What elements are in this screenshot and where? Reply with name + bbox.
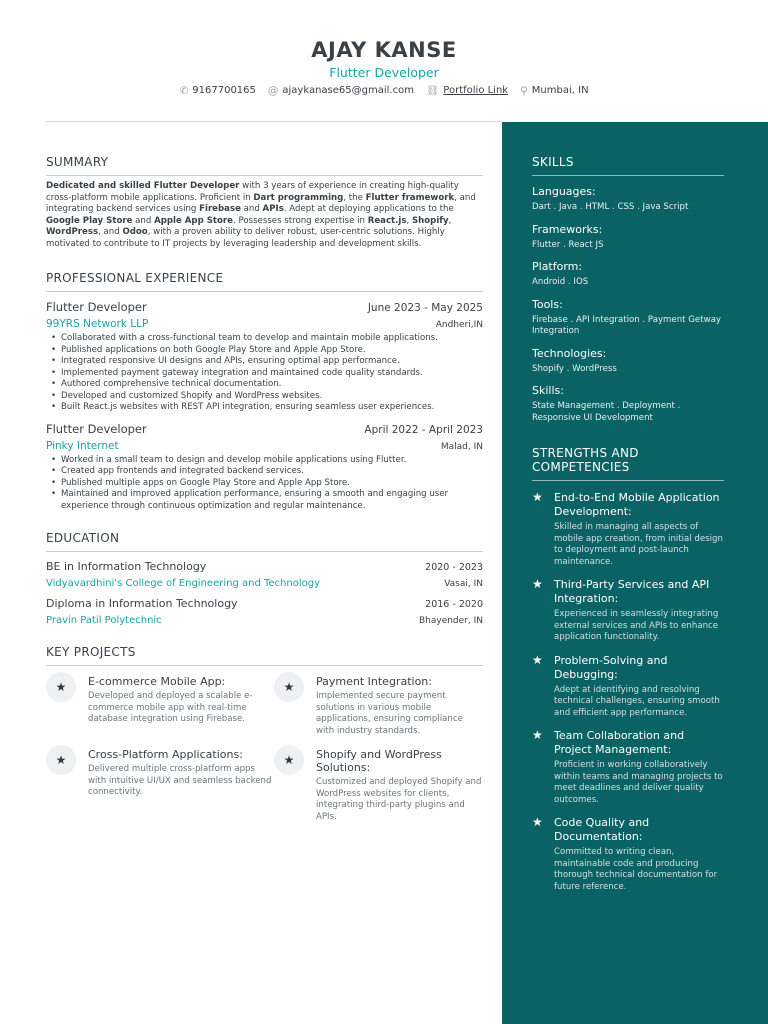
school-name: Vidyavardhini's College of Engineering and Technology: [46, 578, 320, 589]
job-title: Flutter Developer: [46, 300, 147, 314]
section-title-strengths: STRENGTHS AND COMPETENCIES: [532, 446, 724, 481]
strength-description: Experienced in seamlessly integrating external services and APIs to enhance application functionality.: [554, 609, 719, 642]
section-title-summary: SUMMARY: [46, 155, 483, 176]
summary-run: React.js: [367, 215, 407, 226]
skill-heading: Tools:: [532, 297, 563, 311]
job-company-row: [46, 440, 483, 452]
strength-item: [532, 816, 724, 893]
location-pin-icon: ⚲: [520, 84, 528, 97]
project-title: Shopify and WordPress Solutions:: [316, 748, 442, 774]
bullet-item: • Created app frontends and integrated backend services.: [46, 466, 483, 478]
education-entry: [46, 597, 483, 626]
bullet-item: • Published applications on both Google Play Store and Apple App Store.: [46, 345, 483, 357]
project-description: Developed and deployed a scalable e-commerce mobile app with real-time database integration using Firebase.: [88, 691, 253, 724]
candidate-name: AJAY KANSE: [311, 38, 457, 62]
project-item: [274, 745, 483, 823]
candidate-role: Flutter Developer: [329, 65, 439, 80]
job-location: Andheri,IN: [435, 320, 483, 330]
education-list: [46, 560, 483, 626]
resume-header: [0, 0, 768, 122]
strength-body: [554, 491, 724, 568]
skill-group: [532, 223, 724, 252]
summary-run: Firebase: [199, 204, 241, 214]
contact-email[interactable]: @ ajaykanase65@gmail.com: [267, 84, 414, 97]
summary-run: APIs: [262, 204, 284, 214]
skill-heading: Frameworks:: [532, 222, 603, 236]
section-title-skills: SKILLS: [532, 155, 724, 176]
education-entry: [46, 560, 483, 589]
summary-run: , with a proven ability to deliver robust, user-centric solutions. Highly motivated to contribute to IT projects by leveraging leadership and development skills.: [46, 227, 445, 249]
summary-run: , and integrating backend services using: [46, 192, 476, 214]
strength-item: [532, 578, 724, 644]
job-location: Malad, IN: [440, 441, 483, 452]
star-icon: ★: [532, 652, 543, 667]
strength-item: [532, 654, 724, 720]
project-body: [316, 672, 483, 737]
bullet-item: • Worked in a small team to design and develop mobile applications using Flutter.: [46, 455, 483, 467]
summary-run: , the: [343, 192, 366, 203]
education-dates: 2020 - 2023: [425, 562, 483, 573]
star-icon: ★: [532, 490, 543, 504]
skill-groups: [532, 185, 724, 424]
job-entry: [46, 422, 483, 513]
skill-values: Flutter . React JS: [532, 239, 604, 250]
bullet-item: • Authored comprehensive technical documentation.: [46, 379, 483, 391]
project-title: Payment Integration:: [316, 675, 432, 688]
star-icon: ★: [532, 577, 543, 591]
education-location: Vasai, IN: [444, 579, 483, 589]
summary-run: and: [240, 204, 263, 214]
star-icon: ★: [274, 672, 304, 702]
education-school-row: [46, 615, 483, 626]
project-description: Delivered multiple cross-platform apps with intuitive UI/UX and seamless backend connectivity.: [88, 764, 272, 797]
project-body: [88, 672, 274, 726]
job-list: [46, 300, 483, 512]
sidebar-content: [532, 122, 724, 893]
skill-heading: Platform:: [532, 260, 583, 273]
degree: Diploma in Information Technology: [46, 597, 238, 610]
skill-heading: Technologies:: [532, 346, 607, 360]
summary-run: Odoo: [122, 227, 148, 237]
bullet-item: • Built React.js websites with REST API integration, ensuring seamless user experiences.: [46, 402, 483, 414]
section-title-education: EDUCATION: [46, 531, 483, 552]
skill-values: Shopify . WordPress: [532, 363, 617, 374]
contact-phone: ✆ 9167700165: [179, 84, 256, 97]
skill-values: Firebase . API Integration . Payment Getway Integration: [532, 314, 721, 336]
strength-body: [554, 578, 724, 644]
education-location: Bhayender, IN: [418, 616, 483, 626]
strength-title: Third-Party Services and API Integration:: [554, 578, 710, 605]
strength-body: [554, 816, 724, 893]
project-body: [316, 745, 483, 823]
strength-list: [532, 491, 724, 893]
strengths-section: [532, 446, 724, 893]
skill-group: [532, 185, 724, 214]
strength-description: Skilled in managing all aspects of mobile app creation, from initial design to deployment and post-launch maintenance.: [554, 522, 723, 567]
skill-group: [532, 260, 724, 289]
strength-title: Code Quality and Documentation:: [554, 816, 650, 843]
summary-run: ,: [448, 215, 452, 226]
section-title-experience: PROFESSIONAL EXPERIENCE: [46, 271, 483, 292]
star-icon: ★: [46, 745, 76, 775]
skill-values: State Management . Deployment . Responsive UI Development: [532, 401, 681, 423]
strength-description: Proficient in working collaboratively within teams and managing projects to meet deadlines and deliver quality outcomes.: [554, 760, 723, 805]
bullet-item: • Maintained and improved application performance, ensuring a smooth and engaging user experience through continuous optimization and regular maintenance.: [46, 489, 483, 512]
strength-description: Committed to writing clean, maintainable code and producing thorough technical documentation for future reference.: [554, 847, 718, 892]
bullet-item: • Implemented payment gateway integration and maintained code quality standards.: [46, 368, 483, 380]
skill-heading: Skills:: [532, 384, 564, 397]
summary-run: . Adept at deploying applications to the: [283, 204, 454, 214]
portfolio-link[interactable]: Portfolio Link: [443, 85, 509, 96]
job-header-row: [46, 422, 483, 436]
projects-section: [46, 645, 483, 823]
summary-run: with 3 years of experience in creating high-quality cross-platform mobile applications. Proficient in: [46, 181, 459, 203]
summary-section: [46, 155, 483, 250]
project-grid: [46, 672, 483, 823]
summary-run: Apple App Store: [154, 215, 233, 226]
summary-run: ,: [406, 215, 412, 226]
phone-icon: ✆: [179, 84, 189, 97]
bullet-item: • Collaborated with a cross-functional team to develop and maintain mobile applications.: [46, 333, 483, 345]
skill-values: Android . IOS: [532, 277, 589, 287]
strength-title: Team Collaboration and Project Management:: [554, 729, 685, 756]
job-header-row: [46, 300, 483, 314]
contact-location: ⚲ Mumbai, IN: [520, 84, 589, 97]
bullet-item: • Developed and customized Shopify and WordPress websites.: [46, 391, 483, 403]
job-bullets: [46, 455, 483, 513]
section-title-projects: KEY PROJECTS: [46, 645, 483, 666]
education-header-row: [46, 597, 483, 610]
experience-section: [46, 271, 483, 512]
skills-section: [532, 155, 724, 424]
skill-group: [532, 347, 724, 376]
skill-group: [532, 298, 724, 338]
job-bullets: [46, 333, 483, 414]
degree: BE in Information Technology: [46, 560, 207, 573]
summary-run: . Possesses strong expertise in: [233, 215, 368, 226]
star-icon: ★: [274, 745, 304, 775]
strength-item: [532, 491, 724, 568]
contact-bar: [0, 84, 768, 97]
project-body: [88, 745, 274, 799]
education-header-row: [46, 560, 483, 573]
project-description: Implemented secure payment solutions in various mobile applications, ensuring compliance with industry standards.: [316, 691, 463, 736]
education-school-row: [46, 578, 483, 589]
skill-heading: Languages:: [532, 185, 596, 198]
strength-title: End-to-End Mobile Application Development:: [554, 491, 720, 518]
company-name: 99YRS Network LLP: [46, 318, 149, 330]
job-dates: June 2023 - May 2025: [367, 302, 483, 314]
bullet-item: • Integrated responsive UI designs and APIs, ensuring optimal app performance.: [46, 356, 483, 368]
main-column: [46, 122, 483, 823]
project-description: Customized and deployed Shopify and WordPress websites for clients, integrating third-party plugins and APIs.: [316, 777, 482, 822]
education-section: [46, 531, 483, 626]
job-title: Flutter Developer: [46, 421, 147, 436]
summary-run: WordPress: [46, 227, 99, 237]
job-company-row: [46, 318, 483, 330]
skill-group: [532, 384, 724, 424]
star-icon: ★: [532, 815, 543, 829]
summary-run: Shopify: [411, 215, 449, 226]
star-icon: ★: [532, 728, 543, 742]
project-title: Cross-Platform Applications:: [88, 748, 243, 761]
summary-run: Dedicated and skilled Flutter Developer: [46, 181, 240, 191]
skill-values: Dart . Java . HTML . CSS . Java Script: [532, 202, 689, 212]
contact-portfolio[interactable]: [426, 84, 508, 97]
job-dates: April 2022 - April 2023: [364, 423, 483, 436]
summary-text: [46, 181, 483, 250]
at-icon: @: [267, 84, 279, 97]
strength-item: [532, 729, 724, 806]
company-name: Pinky Internet: [46, 439, 119, 452]
strength-body: [554, 654, 724, 720]
project-item: [46, 745, 274, 823]
bullet-item: • Published multiple apps on Google Play Store and Apple App Store.: [46, 478, 483, 490]
sidebar: [502, 122, 768, 1024]
strength-body: [554, 729, 724, 806]
project-item: [274, 672, 483, 737]
summary-run: and: [132, 215, 155, 226]
school-name: Pravin Patil Polytechnic: [46, 615, 162, 626]
star-icon: ★: [46, 672, 76, 702]
link-icon: ⛓: [425, 85, 440, 97]
summary-run: Flutter framework: [365, 192, 455, 203]
summary-run: Dart programming: [253, 192, 344, 203]
job-entry: [46, 300, 483, 414]
summary-run: , and: [98, 227, 123, 237]
summary-run: Google Play Store: [46, 215, 133, 226]
project-item: [46, 672, 274, 737]
strength-description: Adept at identifying and resolving technical challenges, ensuring smooth and efficient app performance.: [554, 684, 720, 718]
strength-title: Problem-Solving and Debugging:: [554, 653, 668, 681]
education-dates: 2016 - 2020: [425, 599, 483, 610]
project-title: E-commerce Mobile App:: [88, 675, 226, 688]
